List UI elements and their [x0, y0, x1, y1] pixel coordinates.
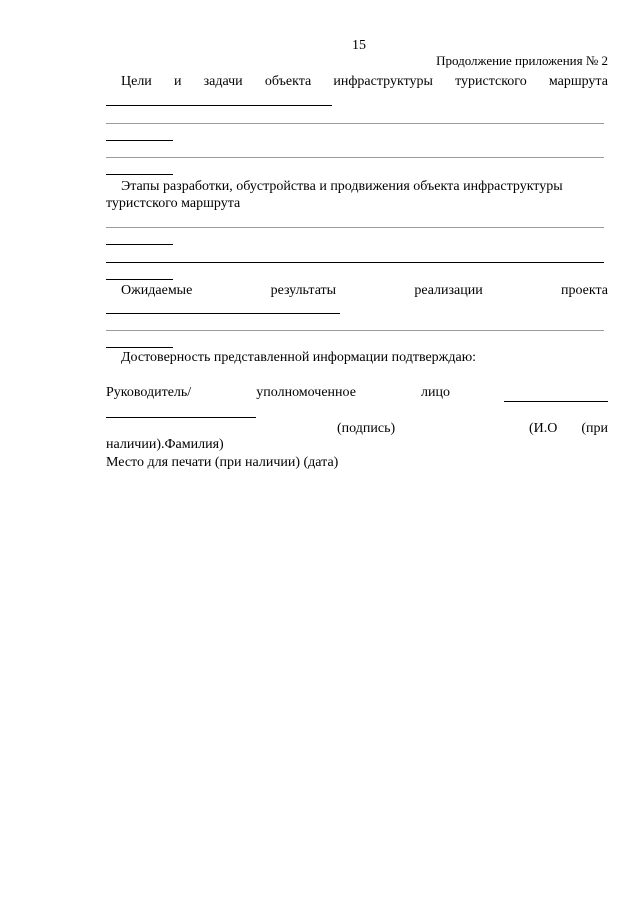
goals-heading	[121, 74, 608, 90]
goals-answer-line[interactable]	[106, 140, 173, 141]
stages-answer-line[interactable]	[106, 279, 173, 280]
goals-answer-line[interactable]	[106, 174, 173, 175]
results-word: Ожидаемые	[121, 283, 193, 298]
goals-word: и	[173, 74, 182, 89]
stages-answer-line[interactable]	[106, 262, 604, 263]
appendix-note: Продолжение приложения № 2	[436, 53, 608, 68]
results-answer-line[interactable]	[106, 313, 340, 314]
surname-caption: наличии).Фамилия)	[106, 437, 224, 452]
results-heading	[121, 283, 608, 299]
results-word: проекта	[561, 283, 608, 298]
goals-word: туристского	[455, 74, 527, 89]
stages-heading-line2: туристского маршрута	[106, 196, 241, 211]
goals-word: Цели	[121, 74, 152, 89]
signatory-word: Руководитель/	[106, 385, 192, 400]
page-number: 15	[352, 38, 366, 53]
goals-answer-line[interactable]	[106, 123, 604, 124]
signatory-label	[106, 385, 450, 401]
io-caption: (И.О	[529, 421, 558, 436]
results-answer-line[interactable]	[106, 330, 604, 331]
results-word: результаты	[270, 283, 337, 298]
signature-line[interactable]	[504, 401, 608, 402]
goals-answer-line[interactable]	[106, 157, 604, 158]
stages-heading-line1: Этапы разработки, обустройства и продвижения объекта инфраструктуры	[121, 179, 563, 194]
seal-line: Место для печати (при наличии) (дата)	[106, 455, 339, 470]
signature-caption: (подпись)	[337, 421, 396, 436]
stages-answer-line[interactable]	[106, 244, 173, 245]
name-line[interactable]	[106, 417, 256, 418]
goals-word: задачи	[203, 74, 243, 89]
pri-caption: (при	[581, 421, 608, 436]
signatory-word: уполномоченное	[256, 385, 356, 400]
results-answer-line[interactable]	[106, 347, 173, 348]
goals-word: инфраструктуры	[333, 74, 433, 89]
stages-answer-line[interactable]	[106, 227, 604, 228]
goals-answer-line[interactable]	[106, 105, 332, 106]
confirmation-text: Достоверность представленной информации подтверждаю:	[121, 350, 477, 365]
results-word: реализации	[414, 283, 483, 298]
signatory-word: лицо	[421, 385, 450, 400]
goals-word: объекта	[264, 74, 312, 89]
goals-word: маршрута	[548, 74, 608, 89]
